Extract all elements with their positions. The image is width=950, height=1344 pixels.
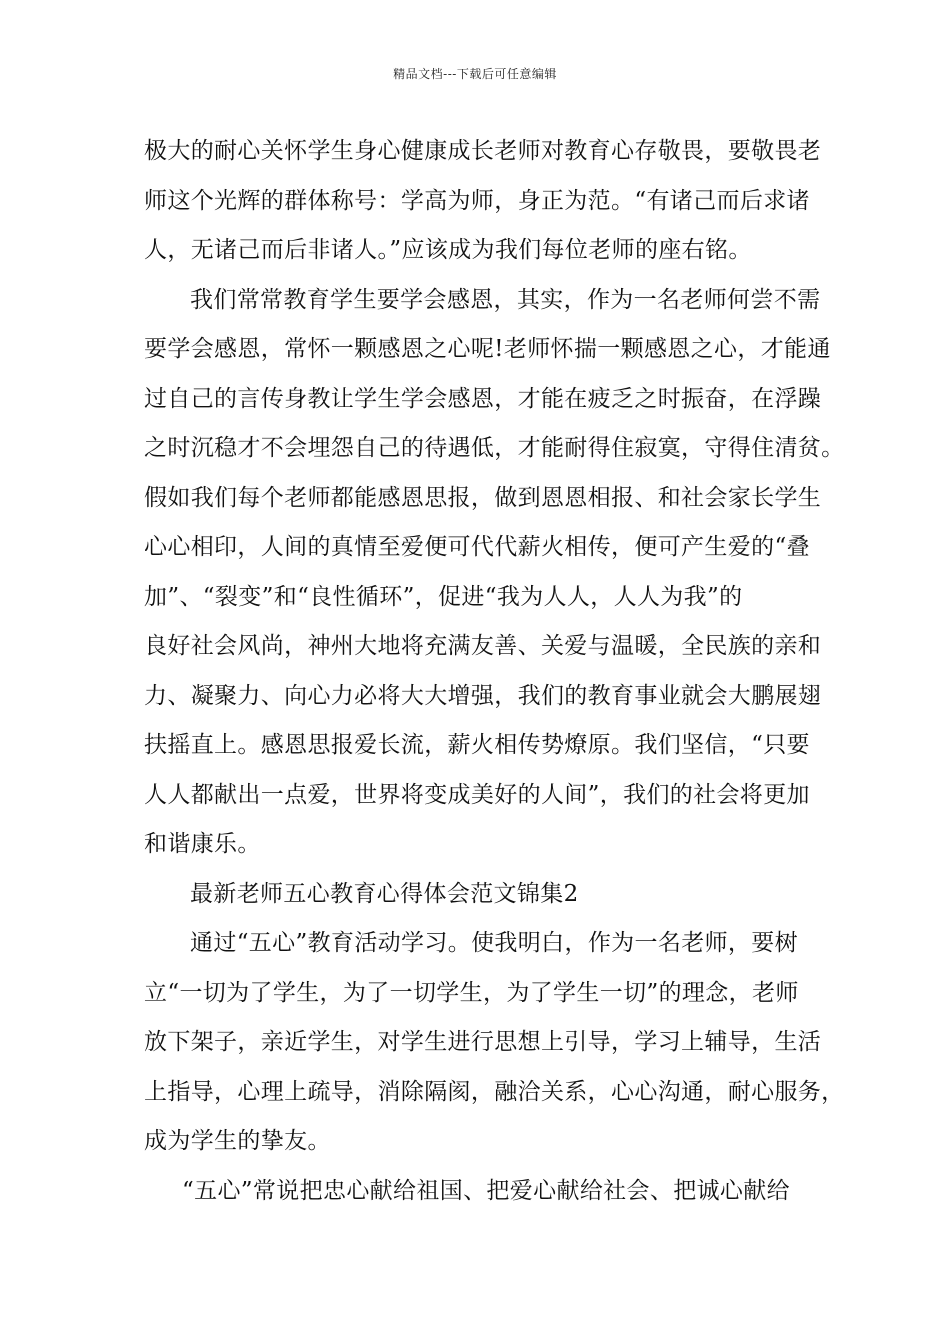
page-header: 精品文档---下载后可任意编辑	[393, 67, 557, 81]
section-heading: 最新老师五心教育心得体会范文锦集2	[190, 880, 579, 907]
text-line: 假如我们每个老师都能感恩思报，做到恩恩相报、和社会家长学生	[144, 484, 822, 511]
document-body	[144, 132, 845, 1221]
text-line: 成为学生的挚友。	[144, 1128, 331, 1154]
text-line: 力、凝聚力、向心力必将大大增强，我们的教育事业就会大鹏展翅	[144, 682, 822, 709]
text-line: 心心相印，人间的真情至爱便可代代薪火相传，便可产生爱的“叠	[144, 534, 810, 560]
text-line: 加”、“裂变”和“良性循环”，促进“我为人人，人人为我”的	[144, 583, 743, 610]
text-line: 人，无诸己而后非诸人。”应该成为我们每位老师的座右铭。	[144, 237, 752, 263]
paragraph-start-line: 通过“五心”教育活动学习。使我明白，作为一名老师，要树	[190, 930, 798, 956]
paragraph-start-line: 我们常常教育学生要学会感恩，其实，作为一名老师何尝不需	[190, 286, 821, 313]
text-line: 立“一切为了学生，为了一切学生，为了学生一切”的理念，老师	[144, 979, 799, 1006]
text-line: 扶摇直上。感恩思报爱长流，薪火相传势燎原。我们坚信，“只要	[144, 732, 810, 758]
text-line: 师这个光辉的群体称号：学高为师，身正为范。“有诸己而后求诸	[144, 187, 810, 214]
text-line: 要学会感恩，常怀一颗感恩之心呢!老师怀揣一颗感恩之心，才能通	[144, 336, 831, 362]
text-line: 良好社会风尚，神州大地将充满友善、关爱与温暖，全民族的亲和	[144, 633, 822, 659]
paragraph-start-line: “五心”常说把忠心献给祖国、把爱心献给社会、把诚心献给	[182, 1177, 790, 1204]
text-line: 极大的耐心关怀学生身心健康成长老师对教育心存敬畏，要敬畏老	[144, 138, 822, 164]
text-line: 人人都献出一点爱，世界将变成美好的人间”，我们的社会将更加	[144, 781, 810, 808]
text-line: 上指导，心理上疏导，消除隔阂，融洽关系，心心沟通，耐心服务，	[144, 1078, 845, 1105]
text-line: 和谐康乐。	[144, 831, 261, 857]
text-line: 放下架子，亲近学生，对学生进行思想上引导，学习上辅导，生活	[144, 1029, 822, 1055]
text-line: 过自己的言传身教让学生学会感恩，才能在疲乏之时振奋，在浮躁	[144, 385, 822, 412]
text-line: 之时沉稳才不会埋怨自己的待遇低，才能耐得住寂寞，守得住清贫。	[144, 435, 845, 461]
